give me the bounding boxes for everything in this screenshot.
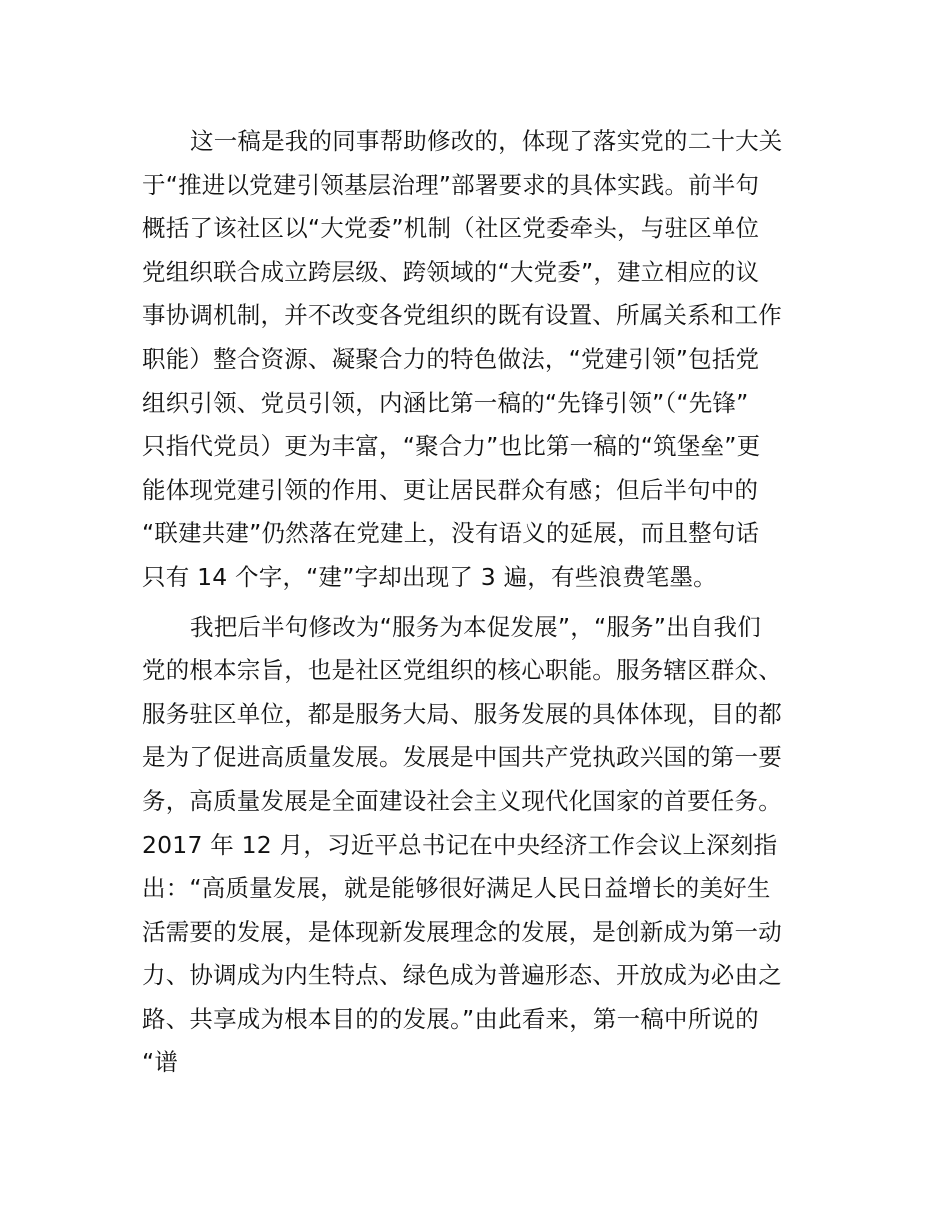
text-line: 服务驻区单位，都是服务大局、服务发展的具体体现，目的都 — [142, 699, 782, 728]
paragraph-1 — [142, 120, 814, 600]
text-line: 组织引领、党员引领，内涵比第一稿的“先锋引领”（“先锋” — [142, 388, 749, 417]
text-line: 我把后半句修改为“服务为本促发展”，“服务”出自我们 — [190, 612, 761, 641]
text-line: 只有 14 个字，“建”字却出现了 3 遍，有些浪费笔墨。 — [142, 562, 717, 591]
text-line: 这一稿是我的同事帮助修改的，体现了落实党的二十大关 — [190, 127, 783, 155]
paragraph-2 — [142, 606, 814, 1086]
text-line: 路、共享成为根本目的的发展。”由此看来，第一稿中所说的 — [142, 1004, 759, 1033]
text-line: 于“推进以党建引领基层治理”部署要求的具体实践。前半句 — [142, 170, 760, 199]
text-line: 出：“高质量发展，就是能够很好满足人民日益增长的美好生 — [142, 874, 771, 903]
document-page — [142, 120, 814, 1091]
text-line: 能体现党建引领的作用、更让居民群众有感；但后半句中的 — [142, 475, 759, 504]
text-line: 职能）整合资源、凝聚合力的特色做法，“党建引领”包括党 — [142, 344, 760, 373]
text-line: 党的根本宗旨，也是社区党组织的核心职能。服务辖区群众、 — [142, 656, 782, 685]
text-line: 事协调机制，并不改变各党组织的既有设置、所属关系和工作 — [142, 301, 782, 330]
text-line: 只指代党员）更为丰富，“聚合力”也比第一稿的“筑堡垒”更 — [142, 432, 761, 461]
text-line: “联建共建”仍然落在党建上，没有语义的延展，而且整句话 — [142, 519, 760, 548]
text-line: 务，高质量发展是全面建设社会主义现代化国家的首要任务。 — [142, 786, 782, 815]
text-line: 概括了该社区以“大党委”机制（社区党委牵头，与驻区单位 — [142, 214, 760, 243]
text-line: 力、协调成为内生特点、绿色成为普遍形态、开放成为必由之 — [142, 961, 782, 990]
text-line: “谱 — [142, 1048, 179, 1077]
text-line: 活需要的发展，是体现新发展理念的发展，是创新成为第一动 — [142, 917, 782, 946]
text-line: 是为了促进高质量发展。发展是中国共产党执政兴国的第一要 — [142, 743, 782, 772]
text-line: 党组织联合成立跨层级、跨领域的“大党委”，建立相应的议 — [142, 257, 760, 286]
text-line: 2017 年 12 月，习近平总书记在中央经济工作会议上深刻指 — [142, 830, 778, 859]
